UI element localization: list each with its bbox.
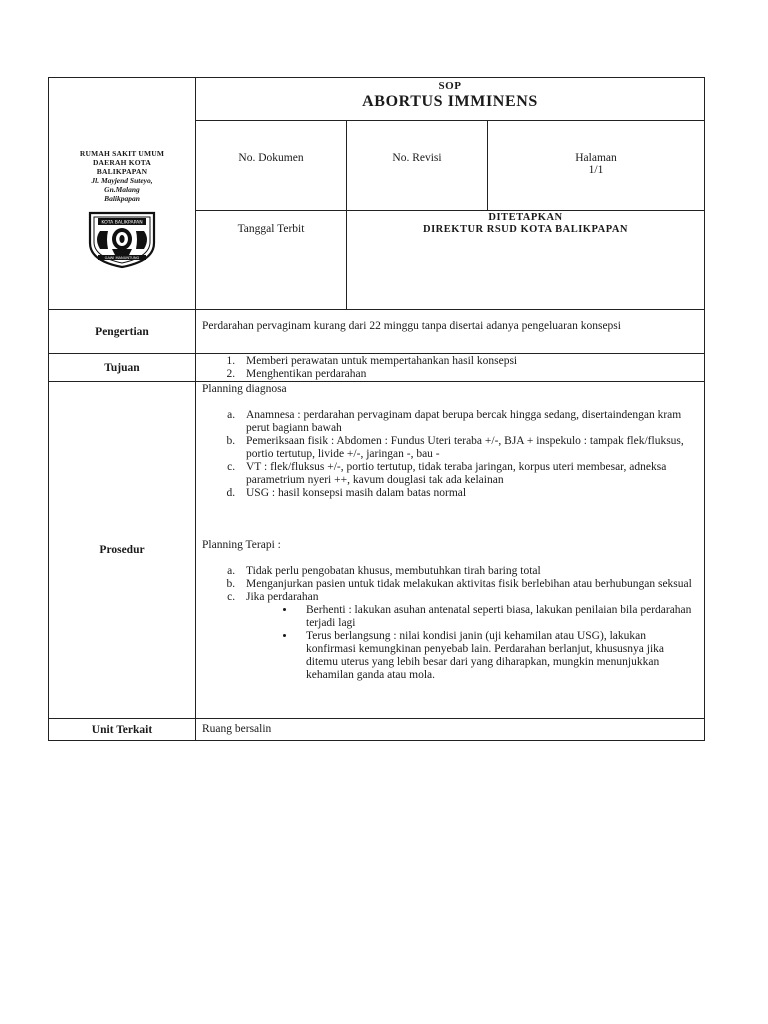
- direktur-label: DIREKTUR RSUD KOTA BALIKPAPAN: [423, 224, 628, 235]
- hospital-address: [49, 176, 195, 203]
- tujuan-label-cell: [49, 354, 196, 382]
- hospital-name-line1: RUMAH SAKIT UMUM: [79, 148, 165, 158]
- diagnosa-item: c. VT : flek/fluksus +/-, portio tertutup, tidak teraba jaringan, korpus uteri membesar, adneksa parametrium nyeri ++, kavum douglasi tak ada kelainan: [238, 461, 698, 487]
- perdarahan-bullet: • Berhenti : lakukan asuhan antenatal seperti biasa, lakukan penilaian bila perdarahan terjadi lagi: [296, 604, 698, 630]
- sop-label: SOP: [438, 80, 462, 92]
- terapi-item: b. Menganjurkan pasien untuk tidak melakukan aktivitas fisik berlebihan atau berhubungan seksual: [238, 578, 698, 591]
- hospital-address-line2: Gn.Malang: [104, 184, 140, 194]
- tanggal-terbit-label: Tanggal Terbit: [237, 223, 305, 235]
- prosedur-label: Prosedur: [99, 544, 145, 556]
- tujuan-content-cell: [196, 354, 705, 382]
- unit-terkait-label: Unit Terkait: [91, 723, 153, 736]
- diagnosa-list: [202, 409, 698, 500]
- terapi-list: [202, 565, 698, 604]
- no-revisi-cell: [347, 121, 488, 211]
- tujuan-item: 2. Menghentikan perdarahan: [238, 368, 698, 381]
- hospital-name-line3: BALIKPAPAN: [96, 166, 148, 176]
- terapi-item: a. Tidak perlu pengobatan khusus, membutuhkan tirah baring total: [238, 565, 698, 578]
- perdarahan-bullet: • Terus berlangsung : nilai kondisi janin (uji kehamilan atau USG), lakukan konfirmasi kemungkinan penyebab lain. Perdarahan berlanjut, khususnya jika ditemu uterus yang lebih besar dari yang diharapkan, mungkin menunjukkan kehamilan ganda atau mola.: [296, 630, 698, 682]
- ditetapkan-cell: [347, 211, 705, 310]
- ditetapkan-label: DITETAPKAN: [488, 212, 563, 223]
- unit-terkait-content-cell: [196, 719, 705, 741]
- diagnosa-item: b. Pemeriksaan fisik : Abdomen : Fundus Uteri teraba +/-, BJA + inspekulo : tampak flek/fluksus, portio tertutup, livide +/-, jaringan -, bau -: [238, 435, 698, 461]
- sop-document: [48, 77, 704, 741]
- pengertian-content-cell: [196, 310, 705, 354]
- hospital-name: [49, 149, 195, 176]
- pengertian-label: Pengertian: [95, 325, 149, 338]
- hospital-identity-cell: [49, 78, 196, 310]
- tujuan-item: 1. Memberi perawatan untuk mempertahankan hasil konsepsi: [238, 355, 698, 368]
- terapi-item: c. Jika perdarahan: [238, 591, 698, 604]
- halaman-cell: [488, 121, 705, 211]
- hospital-name-line2: DAERAH KOTA: [92, 157, 152, 167]
- sop-body-table: [48, 309, 705, 741]
- halaman-value: 1/1: [588, 164, 604, 176]
- tanggal-terbit-cell: [196, 211, 347, 310]
- pengertian-label-cell: [49, 310, 196, 354]
- diagnosa-item: a. Anamnesa : perdarahan pervaginam dapat berupa bercak hingga sedang, disertaindengan kram perut bagiann bawah: [238, 409, 698, 435]
- logo-text-bottom: GAWI MANUNTUNG: [104, 255, 140, 260]
- logo-text-top: KOTA BALIKPAPAN: [101, 220, 143, 226]
- halaman-label: Halaman: [575, 152, 617, 164]
- sop-title-cell: [196, 78, 705, 121]
- unit-terkait-text: Ruang bersalin: [202, 723, 272, 735]
- hospital-address-line1: Jl. Mayjend Suteyo,: [91, 175, 153, 185]
- sop-title: ABORTUS IMMINENS: [362, 93, 538, 110]
- prosedur-content-cell: [196, 382, 705, 719]
- hospital-address-line3: Balikpapan: [104, 193, 140, 203]
- pengertian-text: Perdarahan pervaginam kurang dari 22 minggu tanpa disertai adanya pengeluaran konsepsi: [202, 320, 621, 332]
- tujuan-list: [202, 355, 698, 381]
- no-dokumen-label: No. Dokumen: [238, 152, 304, 164]
- tujuan-label: Tujuan: [104, 361, 140, 374]
- planning-terapi-title: Planning Terapi :: [202, 539, 281, 551]
- diagnosa-item: d. USG : hasil konsepsi masih dalam batas normal: [238, 487, 698, 500]
- unit-terkait-label-cell: [49, 719, 196, 741]
- no-dokumen-cell: [196, 121, 347, 211]
- planning-diagnosa-title: Planning diagnosa: [202, 383, 287, 395]
- sop-header-table: [48, 77, 705, 310]
- city-logo: [84, 209, 160, 269]
- prosedur-label-cell: [49, 382, 196, 719]
- city-emblem-icon: [84, 209, 160, 269]
- no-revisi-label: No. Revisi: [392, 152, 442, 164]
- perdarahan-bullet-list: [202, 604, 698, 682]
